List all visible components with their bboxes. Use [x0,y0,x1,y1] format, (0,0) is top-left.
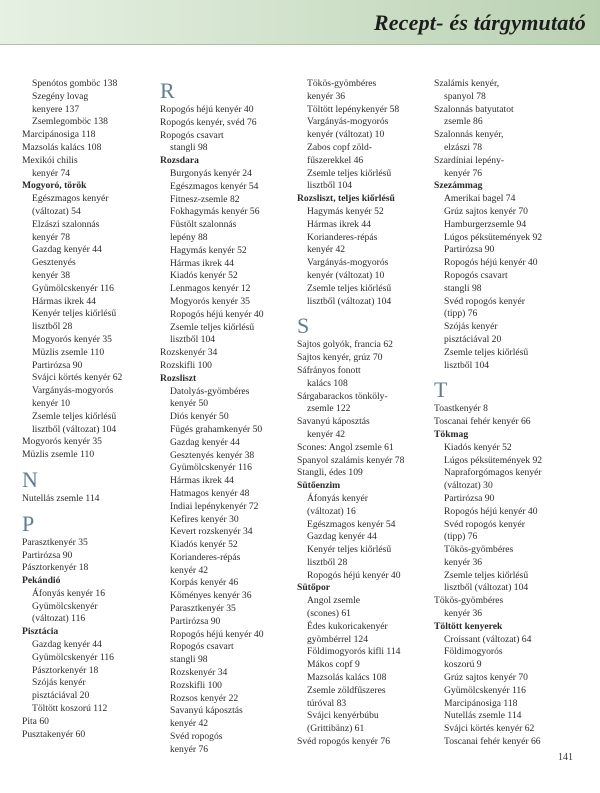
index-subentry: Diós kenyér 50 [170,411,229,423]
index-heading: Rozsliszt, teljes kiőrlésű [297,193,395,205]
index-entry: Szardíniai lepény- [434,154,505,166]
index-subentry: lisztből 104 [170,334,216,346]
index-subentry: Fügés grahamkenyér 50 [170,423,263,435]
index-subentry: Hagymás kenyér 52 [307,205,384,217]
index-subentry: Müzlis zsemle 110 [32,346,105,358]
index-entry: Mazsolás kalács 108 [22,141,102,153]
index-subentry: lisztből (változat) 104 [307,295,392,307]
index-subentry: Napraforgómagos kenyér [444,467,542,479]
index-subentry: Kenyér teljes kiőrlésű [307,544,392,556]
index-subentry: kenyér 76 [170,743,209,755]
index-subentry: (scones) 61 [307,608,351,620]
index-subentry: Mazsolás kalács 108 [307,672,387,684]
index-subentry: lepény 88 [170,231,208,243]
index-heading: Pisztácia [22,626,59,638]
index-subentry: kenyér 36 [444,556,483,568]
index-subentry: Svéd ropogós [170,731,223,743]
index-subentry: Egészmagos kenyér 54 [170,180,259,192]
index-subentry: Ropogós héjú kenyér 40 [444,257,538,269]
index-heading: Töltött kenyerek [434,620,503,632]
index-subentry: Kiadós kenyér 52 [170,270,238,282]
index-subentry: elzászi 78 [444,141,483,153]
section-letter: T [434,377,448,403]
index-entry: Spanyol szalámis kenyér 78 [297,454,405,466]
index-subentry: stangli 98 [170,654,208,666]
index-entry: Parasztkenyér 35 [22,536,88,548]
index-subentry: kalács 108 [307,377,348,389]
index-subentry: pisztáciával 20 [444,333,502,345]
index-subentry: Földimogyorós kifli 114 [307,646,401,658]
index-subentry: Szegény lovag [32,90,89,102]
index-subentry: lisztből 28 [307,556,348,568]
index-subentry: túróval 83 [307,697,347,709]
index-subentry: koszorú 9 [444,659,482,671]
index-subentry: Egészmagos kenyér [32,193,109,205]
index-subentry: Mákos copf 9 [307,659,360,671]
index-subentry: Áfonyás kenyér [307,492,369,504]
index-subentry: Partirózsa 90 [444,492,495,504]
index-subentry: Vargányás-mogyorós [32,385,114,397]
index-subentry: Kiadós kenyér 52 [444,441,512,453]
index-entry: Ropogós héjú kenyér 40 [160,104,254,115]
index-subentry: Gesztenyés [32,257,76,269]
index-subentry: kenyér 42 [307,428,346,440]
index-subentry: kenyér 78 [32,231,71,243]
index-subentry: lisztből 28 [32,321,73,333]
index-subentry: spanyol 78 [444,90,486,102]
index-column-4 [434,78,574,749]
index-subentry: kenyér (változat) 10 [307,269,385,281]
index-subentry: Kevert rozskenyér 34 [170,526,253,538]
index-subentry: Áfonyás kenyér 16 [32,587,105,599]
index-subentry: Hármas ikrek 44 [170,257,234,269]
index-subentry: Vargányás-mogyorós [307,257,389,269]
index-subentry: lisztből 104 [307,180,353,192]
index-subentry: Hamburgerzsemle 94 [444,218,527,230]
index-subentry: Grúz sajtos kenyér 70 [444,205,528,217]
index-subentry: Partirózsa 90 [170,615,221,627]
index-subentry: Zsemle zöldfűszeres [307,684,386,696]
index-entry: Ropogós csavart [160,129,224,141]
index-subentry: zsemle 122 [307,403,351,415]
index-heading: Pekándió [22,575,61,587]
index-subentry: Kenyér teljes kiőrlésű [32,308,117,320]
index-subentry: fűszerekkel 46 [307,154,364,166]
index-subentry: Partirózsa 90 [32,359,83,371]
index-subentry: Indiai lepénykenyér 72 [170,500,259,512]
index-entry: Pásztorkenyér 18 [22,562,89,574]
index-subentry: (Grittibänz) 61 [307,723,365,735]
index-subentry: Kefires kenyér 30 [170,513,239,525]
index-subentry: Gyümölcskenyér 116 [170,462,252,474]
index-subentry: lisztből 104 [444,359,490,371]
index-subentry: Rozskenyér 34 [170,667,228,679]
index-subentry: Földimogyorós [444,646,503,658]
index-entry: Rozskifli 100 [160,359,212,371]
index-subentry: Pásztorkenyér 18 [32,664,99,676]
index-entry: Sárgabarackos tönköly- [297,390,388,402]
index-entry: Mogyorós kenyér 35 [22,436,102,448]
index-entry: Partirózsa 90 [22,549,73,561]
index-subentry: Elzászi szalonnás [32,218,100,230]
section-letter: N [22,466,38,492]
index-subentry: Burgonyás kenyér 24 [170,167,252,179]
index-subentry: Svájci kenyérbúbu [307,710,379,722]
index-entry: Savanyú káposztás [297,416,370,428]
index-subentry: Ropogós héjú kenyér 40 [170,308,264,320]
index-subentry: kenyér 36 [444,608,483,620]
index-subentry: kenyér 76 [444,167,483,179]
index-subentry: Ropogós csavart [170,641,234,653]
index-subentry: Mogyorós kenyér 35 [32,333,112,345]
section-letter: S [297,313,310,339]
index-entry: Stangli, édes 109 [297,467,363,479]
index-subentry: Szójás kenyér [444,321,498,333]
index-entry: Pita 60 [22,715,49,727]
index-subentry: Lenmagos kenyér 12 [170,283,251,295]
index-heading: Rozsliszt [160,372,197,384]
index-entry: Ropogós kenyér, svéd 76 [160,116,257,128]
index-subentry: Köményes kenyér 36 [170,590,252,602]
page-title: Recept- és tárgymutató [373,10,586,35]
index-heading: Szezámmag [434,180,483,192]
index-subentry: Kiadós kenyér 52 [170,539,238,551]
index-subentry: Hármas ikrek 44 [32,295,96,307]
index-subentry: Szójás kenyér [32,677,86,689]
index-subentry: Töltött koszorú 112 [32,703,108,715]
index-heading: Rozsdara [160,155,199,167]
index-subentry: Toscanai fehér kenyér 66 [444,736,541,748]
index-subentry: Zsemle teljes kiőrlésű [32,410,117,422]
index-subentry: Hármas ikrek 44 [170,475,234,487]
index-subentry: zsemle 86 [444,116,483,128]
index-entry: Müzlis zsemle 110 [22,449,95,461]
index-heading: Tökmag [434,428,469,440]
index-subentry: Zsemle teljes kiőrlésű [444,346,529,358]
index-entry: Szalonnás kenyér, [434,129,504,141]
index-subentry: Parasztkenyér 35 [170,603,236,615]
index-subentry: Töltött lepénykenyér 58 [307,103,400,115]
index-subentry: Datolyás-gyömbéres [170,385,250,397]
index-subentry: Tökös-gyömbéres [307,78,377,89]
index-subentry: Füstölt szalonnás [170,219,237,231]
index-subentry: kenyere 137 [32,103,80,115]
index-subentry: Zsemle teljes kiőrlésű [170,321,255,333]
index-subentry: Fitnesz-zsemle 82 [170,193,240,205]
index-subentry: Angol zsemle [307,595,361,607]
index-subentry: Ropogós csavart [444,269,508,281]
index-subentry: Gazdag kenyér 44 [32,639,102,651]
index-entry: Tökös-gyömbéres [434,595,504,607]
index-entry: Sajtos golyók, francia 62 [297,339,393,351]
index-subentry: Spenótos gomböc 138 [32,78,118,89]
index-subentry: Gesztenyés kenyér 38 [170,449,255,461]
index-subentry: Svéd ropogós kenyér [444,518,525,530]
index-subentry: Gyümölcskenyér 116 [32,651,114,663]
index-column-2 [160,78,300,757]
index-subentry: Édes kukoricakenyér [307,620,388,632]
index-heading: Sütőenzim [297,480,341,492]
index-subentry: kenyér 42 [170,718,209,730]
index-subentry: Partirózsa 90 [444,244,495,256]
index-subentry: Croissant (változat) 64 [444,633,532,645]
index-subentry: Ropogós héjú kenyér 40 [307,569,401,581]
index-subentry: Lúgos péksütemények 92 [444,231,543,243]
index-subentry: stangli 98 [444,282,482,294]
index-subentry: Gazdag kenyér 44 [32,244,102,256]
index-entry: Rozskenyér 34 [160,347,218,359]
index-subentry: kenyér 50 [170,398,209,410]
index-subentry: Hármas ikrek 44 [307,218,371,230]
index-entry: Szalonnás batyutatot [434,103,514,115]
index-subentry: (változat) 54 [32,205,81,217]
index-subentry: Ropogós héjú kenyér 40 [170,628,264,640]
index-subentry: kenyér 42 [170,564,209,576]
index-subentry: Gyümölcskenyér 116 [32,282,114,294]
index-heading: Sütőpor [297,582,331,594]
index-subentry: Ropogós héjú kenyér 40 [444,505,538,517]
index-entry: Sáfrányos fonott [297,364,361,376]
index-subentry: Fokhagymás kenyér 56 [170,206,260,218]
index-subentry: Svéd ropogós kenyér [444,295,525,307]
index-entry: Szalámis kenyér, [434,78,500,89]
index-subentry: Korpás kenyér 46 [170,577,239,589]
index-subentry: Tökös-gyömbéres [444,544,514,556]
index-subentry: Svájci körtés kenyér 62 [444,723,535,735]
index-entry: Nutellás zsemle 114 [22,492,100,504]
index-subentry: Gazdag kenyér 44 [307,531,377,543]
index-entry: Toastkenyér 8 [434,403,488,415]
index-entry: Sajtos kenyér, grúz 70 [297,352,383,364]
index-subentry: Zsemle teljes kiőrlésű [307,282,392,294]
index-subentry: lisztből (változat) 104 [32,423,117,435]
index-subentry: Zabos copf zöld- [307,141,373,153]
page-number: 141 [558,752,573,763]
index-subentry: Rozskifli 100 [170,679,222,691]
index-subentry: Savanyú káposztás [170,705,243,717]
index-subentry: kenyér 74 [32,167,71,179]
index-subentry: kenyér (változat) 10 [307,129,385,141]
index-subentry: Mogyorós kenyér 35 [170,295,250,307]
index-subentry: Marcipánosiga 118 [444,697,518,709]
section-letter: R [160,78,175,103]
index-subentry: kenyér 10 [32,397,71,409]
index-subentry: Amerikai bagel 74 [444,193,516,205]
index-entry: Svéd ropogós kenyér 76 [297,736,390,748]
index-entry: Marcipánosiga 118 [22,129,96,141]
index-entry: Mexikói chilis [22,154,78,166]
index-subentry: (változat) 116 [32,613,86,625]
header-band [0,0,600,45]
index-subentry: Korianderes-répás [307,231,378,243]
index-entry: Scones: Angol zsemle 61 [297,441,394,453]
index-subentry: Gyümölcskenyér [32,600,98,612]
section-letter: P [22,510,35,536]
index-subentry: Zsemle teljes kiőrlésű [307,167,392,179]
index-subentry: pisztáciával 20 [32,690,90,702]
index-subentry: Zsemle teljes kiőrlésű [444,569,529,581]
index-subentry: stangli 98 [170,142,208,154]
index-subentry: gyömbérrel 124 [307,633,369,645]
index-subentry: Vargányás-mogyorós [307,116,389,128]
index-subentry: Nutellás zsemle 114 [444,710,522,722]
index-subentry: lisztből (változat) 104 [444,582,529,594]
index-subentry: (tipp) 76 [444,308,478,320]
index-heading: Mogyoró, török [22,180,87,192]
index-subentry: Grúz sajtos kenyér 70 [444,672,528,684]
index-subentry: Svájci körtés kenyér 62 [32,372,123,384]
index-subentry: Rozsos kenyér 22 [170,692,239,704]
index-column-3 [297,78,437,749]
index-entry: Toscanai fehér kenyér 66 [434,416,531,428]
index-subentry: kenyér 42 [307,244,346,256]
index-subentry: Korianderes-répás [170,551,241,563]
index-subentry: Hatmagos kenyér 48 [170,487,250,499]
index-subentry: Egészmagos kenyér 54 [307,518,396,530]
index-subentry: Gazdag kenyér 44 [170,436,240,448]
index-subentry: (változat) 30 [444,480,493,492]
index-subentry: (tipp) 76 [444,531,478,543]
index-subentry: (változat) 16 [307,505,356,517]
index-subentry: kenyér 38 [32,269,71,281]
index-subentry: Gyümölcskenyér 116 [444,684,526,696]
index-entry: Pusztakenyér 60 [22,728,86,740]
index-subentry: kenyér 36 [307,90,346,102]
index-subentry: Zsemlegomböc 138 [32,116,108,128]
index-subentry: Hagymás kenyér 52 [170,244,247,256]
index-subentry: Lúgos péksütemények 92 [444,454,543,466]
index-column-1 [22,78,162,741]
